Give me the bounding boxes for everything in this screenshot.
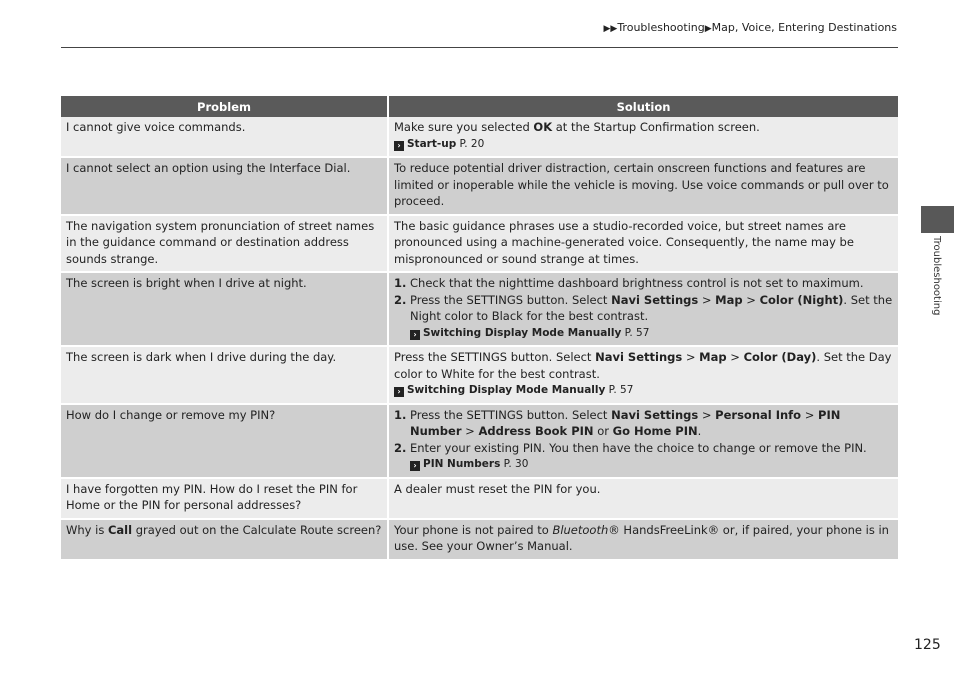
troubleshooting-table	[61, 96, 898, 559]
problem-cell: The screen is dark when I drive during the day.	[61, 346, 388, 404]
step-item: 1. Check that the nighttime dashboard brightness control is not set to maximum.	[394, 276, 864, 290]
breadcrumb	[603, 21, 897, 34]
reference-arrow-icon: ›	[410, 330, 420, 340]
solution-cell: Your phone is not paired to Bluetooth® HandsFreeLink® or, if paired, your phone is in use. See your Owner’s Manual.	[388, 519, 898, 559]
cross-reference-link[interactable]: › Switching Display Mode Manually P. 57	[410, 325, 893, 342]
table-row	[61, 519, 898, 559]
reference-arrow-icon: ›	[394, 141, 404, 151]
solution-cell	[388, 272, 898, 346]
table-header-row	[61, 96, 898, 117]
table-row	[61, 346, 898, 404]
arrow-icon: ▶	[704, 24, 712, 34]
table-row	[61, 272, 898, 346]
problem-cell: The navigation system pronunciation of street names in the guidance command or destination address sounds strange.	[61, 215, 388, 273]
solution-cell: Make sure you selected OK at the Startup Confirmation screen. › Start-up P. 20	[388, 117, 898, 157]
breadcrumb-item-troubleshooting[interactable]: Troubleshooting	[617, 21, 705, 34]
solution-cell: Press the SETTINGS button. Select Navi Settings > Map > Color (Day). Set the Day color to White for the best contrast. › Switching Display Mode Manually P. 57	[388, 346, 898, 404]
step-item: 2. Enter your existing PIN. You then have the choice to change or remove the PIN. › PIN Numbers P. 30	[394, 440, 893, 473]
table-row	[61, 117, 898, 157]
column-header-problem: Problem	[61, 96, 388, 117]
step-item: 1. Press the SETTINGS button. Select Navi Settings > Personal Info > PIN Number > Address Book PIN or Go Home PIN.	[394, 407, 841, 438]
table-row	[61, 157, 898, 215]
problem-cell: I cannot give voice commands.	[61, 117, 388, 157]
solution-cell: The basic guidance phrases use a studio-recorded voice, but street names are pronounced using a machine-generated voice. Consequently, the name may be mispronounced or sound strange at times.	[388, 215, 898, 273]
cross-reference-link[interactable]: › Switching Display Mode Manually P. 57	[394, 382, 893, 399]
problem-cell: The screen is bright when I drive at night.	[61, 272, 388, 346]
solution-cell: To reduce potential driver distraction, certain onscreen functions and features are limited or inoperable while the vehicle is moving. Use voice commands or pull over to proceed.	[388, 157, 898, 215]
cross-reference-link[interactable]: › Start-up P. 20	[394, 136, 893, 153]
problem-cell: I have forgotten my PIN. How do I reset the PIN for Home or the PIN for personal addresses?	[61, 478, 388, 519]
section-tab-marker	[921, 206, 954, 233]
problem-cell: I cannot select an option using the Interface Dial.	[61, 157, 388, 215]
page-number: 125	[914, 637, 941, 653]
table-row	[61, 404, 898, 478]
table-row	[61, 478, 898, 519]
arrow-icon: ▶▶	[603, 24, 618, 34]
step-item: 2. Press the SETTINGS button. Select Navi Settings > Map > Color (Night). Set the Night color to Black for the best contrast. › Switching Display Mode Manually P. 57	[394, 292, 893, 342]
section-side-label: Troubleshooting	[931, 236, 942, 316]
problem-cell: Why is Call grayed out on the Calculate Route screen?	[61, 519, 388, 559]
column-header-solution: Solution	[388, 96, 898, 117]
solution-cell	[388, 404, 898, 478]
table-row	[61, 215, 898, 273]
reference-arrow-icon: ›	[394, 387, 404, 397]
reference-arrow-icon: ›	[410, 461, 420, 471]
header-divider	[61, 47, 898, 48]
solution-cell: A dealer must reset the PIN for you.	[388, 478, 898, 519]
breadcrumb-item-current: Map, Voice, Entering Destinations	[711, 21, 897, 34]
problem-cell: How do I change or remove my PIN?	[61, 404, 388, 478]
cross-reference-link[interactable]: › PIN Numbers P. 30	[410, 456, 893, 473]
